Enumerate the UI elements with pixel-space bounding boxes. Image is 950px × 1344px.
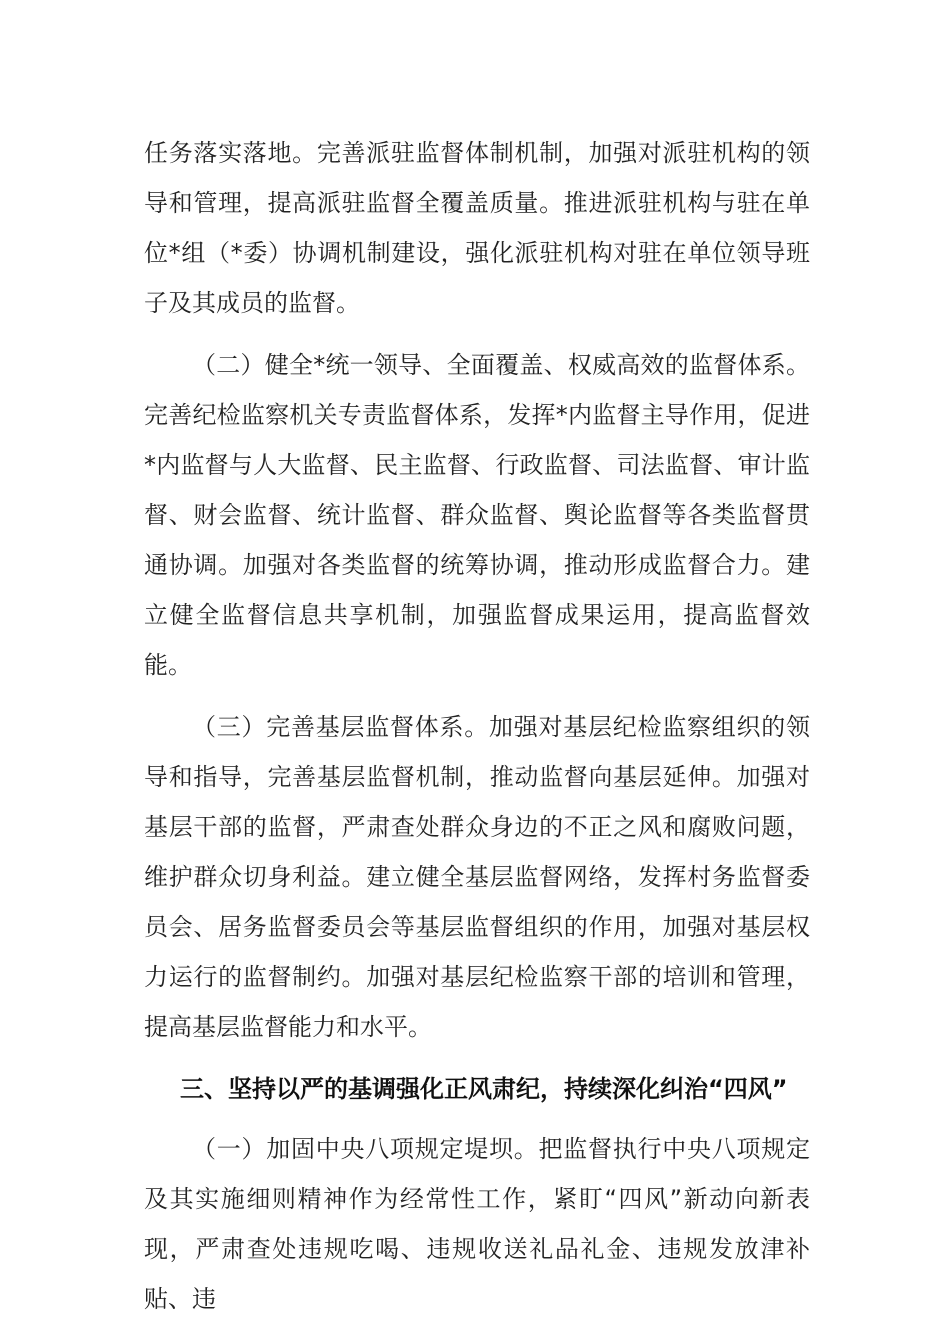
paragraph-subsection-1: （一）加固中央八项规定堤坝。把监督执行中央八项规定及其实施细则精神作为经常性工作，紧盯“四风”新动向新表现，严肃查处违规吃喝、违规收送礼品礼金、违规发放津补贴、违 (144, 1135, 810, 1313)
document-body (144, 128, 810, 1336)
section-heading: 三、坚持以严的基调强化正风肃纪，持续深化纠治“四风” (180, 1075, 788, 1103)
paragraph-section-2: （二）健全*统一领导、全面覆盖、权威高效的监督体系。完善纪检监察机关专责监督体系，发挥*内监督主导作用，促进*内监督与人大监督、民主监督、行政监督、司法监督、审计监督、财会监督、统计监督、群众监督、舆论监督等各类监督贯通协调。加强对各类监督的统筹协调，推动形成监督合力。建立健全监督信息共享机制，加强监督成果运用，提高监督效能。 (144, 351, 810, 679)
paragraph-section-3: （三）完善基层监督体系。加强对基层纪检监察组织的领导和指导，完善基层监督机制，推动监督向基层延伸。加强对基层干部的监督，严肃查处群众身边的不正之风和腐败问题，维护群众切身利益。建立健全基层监督网络，发挥村务监督委员会、居务监督委员会等基层监督组织的作用，加强对基层权力运行的监督制约。加强对基层纪检监察干部的培训和管理，提高基层监督能力和水平。 (144, 713, 810, 1041)
paragraph-continuation: 任务落实落地。完善派驻监督体制机制，加强对派驻机构的领导和管理，提高派驻监督全覆盖质量。推进派驻机构与驻在单位*组（*委）协调机制建设，强化派驻机构对驻在单位领导班子及其成员的监督。 (144, 139, 810, 317)
